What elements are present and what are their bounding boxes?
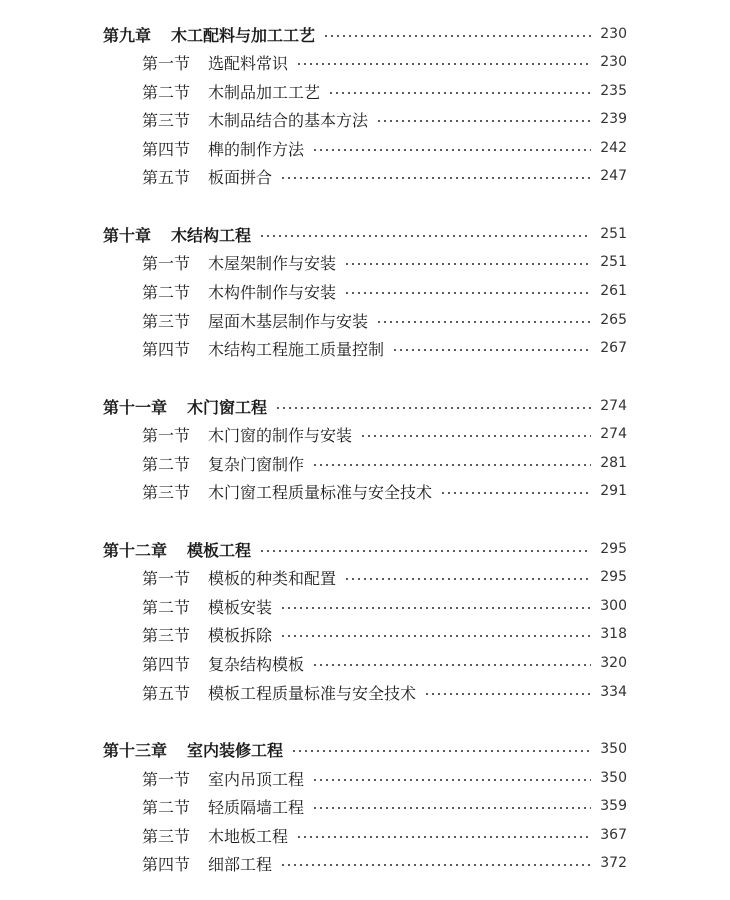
dot-leader xyxy=(280,607,591,609)
dot-leader xyxy=(440,492,591,494)
section-number: 第二节 xyxy=(142,454,191,474)
chapter-title: 木门窗工程 xyxy=(187,397,268,417)
section-entry[interactable] xyxy=(142,450,627,476)
dot-leader xyxy=(296,63,591,65)
dot-leader xyxy=(280,635,591,637)
page-number: 300 xyxy=(600,598,627,614)
page-number: 318 xyxy=(600,626,627,642)
page-number: 267 xyxy=(600,340,627,356)
chapter-heading[interactable] xyxy=(103,736,627,762)
dot-leader xyxy=(259,550,591,552)
dot-leader xyxy=(280,864,591,866)
section-title: 木门窗的制作与安装 xyxy=(208,425,353,445)
section-title: 室内吊顶工程 xyxy=(208,769,305,789)
section-entry[interactable] xyxy=(142,850,627,876)
page-number: 247 xyxy=(600,168,627,184)
section-number: 第四节 xyxy=(142,139,191,159)
section-number: 第二节 xyxy=(142,82,191,102)
section-number: 第一节 xyxy=(142,568,191,588)
section-title: 板面拼合 xyxy=(208,167,273,187)
section-entry[interactable] xyxy=(142,621,627,647)
section-number: 第四节 xyxy=(142,654,191,674)
page-number: 261 xyxy=(600,283,627,299)
section-title: 木屋架制作与安装 xyxy=(208,253,337,273)
chapter-number: 第十章 xyxy=(103,225,152,245)
dot-leader xyxy=(344,578,591,580)
page-number: 295 xyxy=(600,569,627,585)
dot-leader xyxy=(376,321,591,323)
chapter-title: 模板工程 xyxy=(187,540,252,560)
section-entry[interactable] xyxy=(142,478,627,504)
dot-leader xyxy=(296,836,591,838)
chapter-heading[interactable] xyxy=(103,221,627,247)
section-number: 第五节 xyxy=(142,683,191,703)
page-number: 320 xyxy=(600,655,627,671)
page-number: 334 xyxy=(600,684,627,700)
page-number: 350 xyxy=(600,741,627,757)
section-number: 第二节 xyxy=(142,597,191,617)
chapter-heading[interactable] xyxy=(103,393,627,419)
section-title: 复杂结构模板 xyxy=(208,654,305,674)
section-entry[interactable] xyxy=(142,793,627,819)
section-number: 第四节 xyxy=(142,339,191,359)
section-entry[interactable] xyxy=(142,278,627,304)
page-number: 230 xyxy=(600,26,627,42)
dot-leader xyxy=(360,435,591,437)
section-entry[interactable] xyxy=(142,49,627,75)
section-entry[interactable] xyxy=(142,679,627,705)
chapter-title: 室内装修工程 xyxy=(187,740,284,760)
dot-leader xyxy=(275,407,591,409)
chapter-heading[interactable] xyxy=(103,21,627,47)
page-number: 265 xyxy=(600,312,627,328)
dot-leader xyxy=(259,235,591,237)
dot-leader xyxy=(424,693,591,695)
dot-leader xyxy=(312,149,591,151)
page-number: 291 xyxy=(600,483,627,499)
dot-leader xyxy=(312,464,591,466)
section-title: 榫的制作方法 xyxy=(208,139,305,159)
page-number: 239 xyxy=(600,111,627,127)
section-number: 第二节 xyxy=(142,282,191,302)
dot-leader xyxy=(376,120,591,122)
section-title: 木结构工程施工质量控制 xyxy=(208,339,385,359)
page-number: 295 xyxy=(600,541,627,557)
section-title: 木构件制作与安装 xyxy=(208,282,337,302)
section-entry[interactable] xyxy=(142,765,627,791)
section-entry[interactable] xyxy=(142,593,627,619)
dot-leader xyxy=(280,177,591,179)
dot-leader xyxy=(392,349,591,351)
page-number: 281 xyxy=(600,455,627,471)
dot-leader xyxy=(312,779,591,781)
page-number: 359 xyxy=(600,798,627,814)
section-number: 第二节 xyxy=(142,797,191,817)
section-title: 屋面木基层制作与安装 xyxy=(208,311,369,331)
dot-leader xyxy=(312,807,591,809)
section-number: 第三节 xyxy=(142,110,191,130)
section-number: 第一节 xyxy=(142,53,191,73)
chapter-number: 第十二章 xyxy=(103,540,168,560)
section-title: 模板的种类和配置 xyxy=(208,568,337,588)
section-number: 第三节 xyxy=(142,482,191,502)
section-title: 模板工程质量标准与安全技术 xyxy=(208,683,417,703)
chapter-heading[interactable] xyxy=(103,536,627,562)
section-title: 木门窗工程质量标准与安全技术 xyxy=(208,482,433,502)
section-number: 第三节 xyxy=(142,311,191,331)
page-number: 242 xyxy=(600,140,627,156)
section-entry[interactable] xyxy=(142,650,627,676)
chapter-number: 第十一章 xyxy=(103,397,168,417)
page-number: 274 xyxy=(600,426,627,442)
chapter-title: 木工配料与加工工艺 xyxy=(171,25,316,45)
page-number: 251 xyxy=(600,226,627,242)
section-number: 第三节 xyxy=(142,625,191,645)
chapter-number: 第九章 xyxy=(103,25,152,45)
section-entry[interactable] xyxy=(142,822,627,848)
dot-leader xyxy=(344,292,591,294)
section-title: 轻质隔墙工程 xyxy=(208,797,305,817)
section-entry[interactable] xyxy=(142,564,627,590)
page-number: 251 xyxy=(600,254,627,270)
section-entry[interactable] xyxy=(142,135,627,161)
section-entry[interactable] xyxy=(142,307,627,333)
section-number: 第三节 xyxy=(142,826,191,846)
section-entry[interactable] xyxy=(142,78,627,104)
dot-leader xyxy=(323,35,591,37)
page-number: 274 xyxy=(600,398,627,414)
dot-leader xyxy=(312,664,591,666)
page-number: 350 xyxy=(600,770,627,786)
section-entry[interactable] xyxy=(142,421,627,447)
chapter-title: 木结构工程 xyxy=(171,225,252,245)
page-number: 367 xyxy=(600,827,627,843)
section-title: 细部工程 xyxy=(208,854,273,874)
dot-leader xyxy=(344,263,591,265)
section-entry[interactable] xyxy=(142,163,627,189)
section-title: 木制品结合的基本方法 xyxy=(208,110,369,130)
section-entry[interactable] xyxy=(142,106,627,132)
section-title: 模板安装 xyxy=(208,597,273,617)
section-number: 第一节 xyxy=(142,425,191,445)
section-title: 木地板工程 xyxy=(208,826,289,846)
page-number: 230 xyxy=(600,54,627,70)
section-title: 模板拆除 xyxy=(208,625,273,645)
section-number: 第四节 xyxy=(142,854,191,874)
dot-leader xyxy=(291,750,591,752)
dot-leader xyxy=(328,92,591,94)
section-title: 选配料常识 xyxy=(208,53,289,73)
section-number: 第一节 xyxy=(142,253,191,273)
chapter-number: 第十三章 xyxy=(103,740,168,760)
page-number: 372 xyxy=(600,855,627,871)
section-number: 第一节 xyxy=(142,769,191,789)
section-title: 木制品加工工艺 xyxy=(208,82,321,102)
section-title: 复杂门窗制作 xyxy=(208,454,305,474)
section-entry[interactable] xyxy=(142,335,627,361)
page-number: 235 xyxy=(600,83,627,99)
section-number: 第五节 xyxy=(142,167,191,187)
section-entry[interactable] xyxy=(142,249,627,275)
